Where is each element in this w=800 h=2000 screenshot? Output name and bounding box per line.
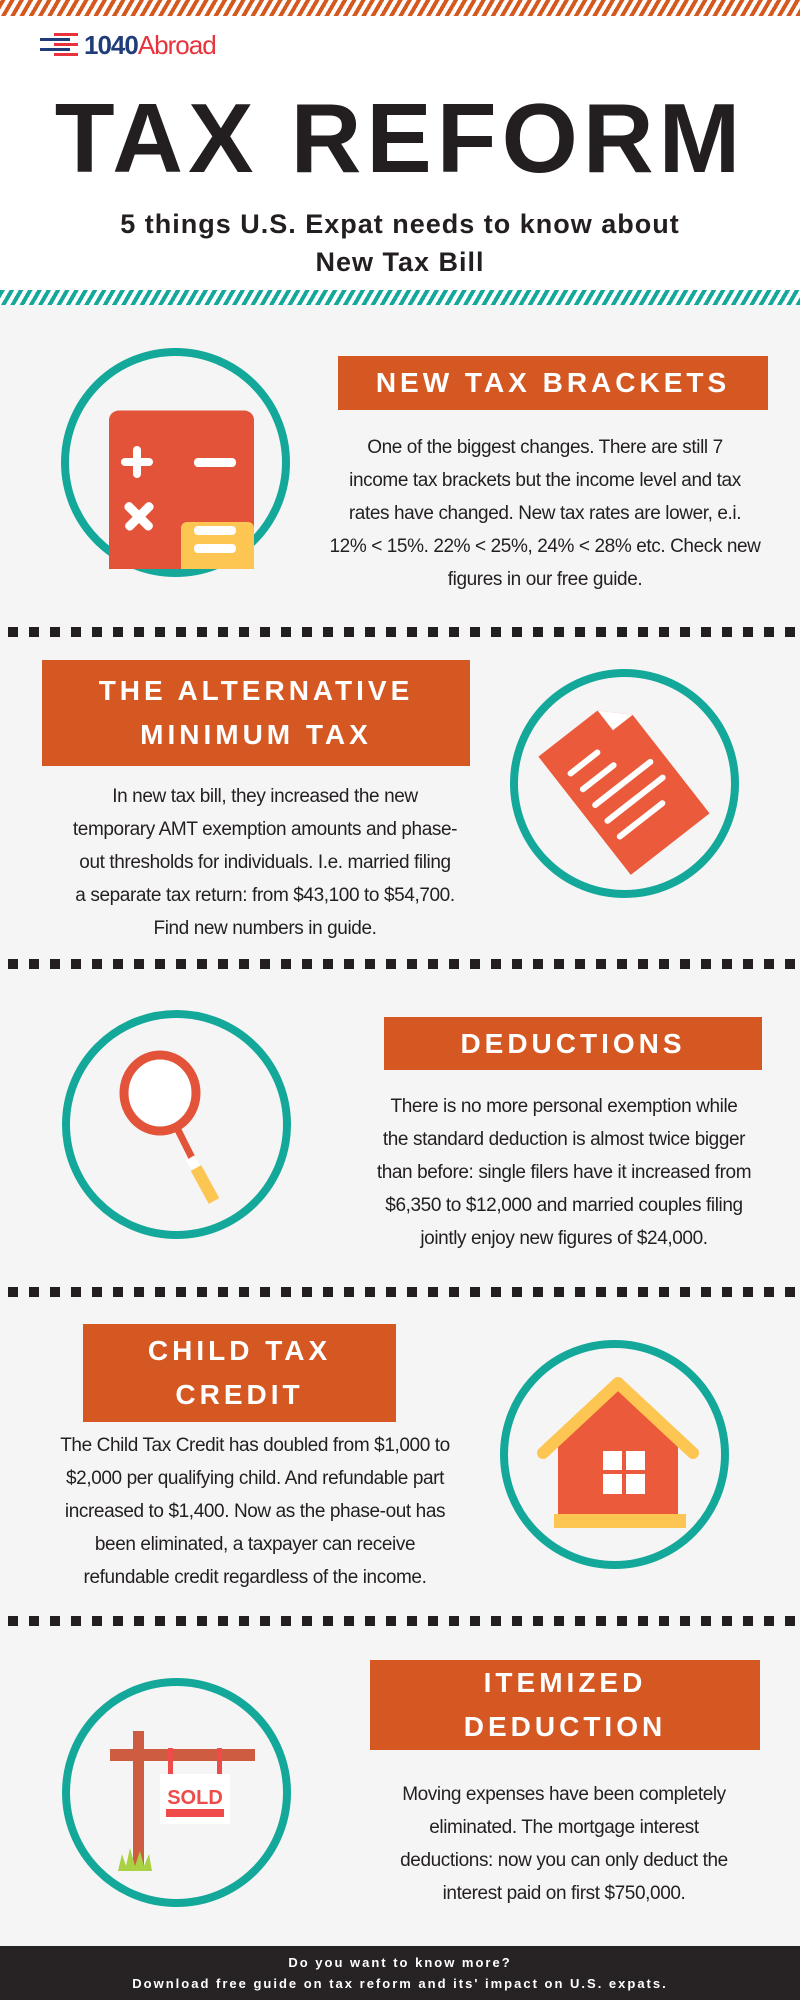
text-line: a separate tax return: from $43,100 to $54,700. [75, 885, 455, 906]
text-line: $6,350 to $12,000 and married couples filing [385, 1195, 743, 1216]
dotted-divider [8, 959, 798, 969]
magnifier-circle [62, 1010, 291, 1239]
text-line: eliminated. The mortgage interest [429, 1817, 699, 1838]
text-line: income tax brackets but the income level and tax [349, 470, 741, 491]
text-line: Moving expenses have been completely [402, 1784, 726, 1805]
teal-stripe-divider [0, 290, 800, 305]
text-line: jointly enjoy new figures of $24,000. [420, 1228, 708, 1249]
text-line: than before: single filers have it increased from [376, 1162, 752, 1183]
logo-number: 1040 [84, 29, 138, 60]
section-text-child-tax-credit [20, 1429, 490, 1594]
heading-line: CHILD TAX [147, 1335, 332, 1366]
text-line: figures in our free guide. [447, 569, 643, 590]
sold-sign-icon [70, 1686, 283, 1899]
text-line: 12% < 15%. 22% < 25%, 24% < 28% etc. Check new [329, 536, 761, 557]
dotted-divider [8, 1287, 798, 1297]
text-line: In new tax bill, they increased the new [112, 786, 418, 807]
text-line: Find new numbers in guide. [153, 918, 377, 939]
dotted-divider [8, 1616, 798, 1626]
section-heading-new-tax-brackets [338, 356, 768, 410]
text-line: interest paid on first $750,000. [442, 1883, 686, 1904]
text-line: increased to $1,400. Now as the phase-out has [64, 1501, 446, 1522]
text-line: the standard deduction is almost twice bigger [382, 1129, 746, 1150]
text-line: been eliminated, a taxpayer can receive [94, 1534, 416, 1555]
footer-download-link[interactable]: Download free guide on tax reform and its' impact on U.S. expats. [132, 1976, 668, 1991]
heading-line: NEW TAX BRACKETS [375, 367, 731, 398]
magnifier-icon [70, 1018, 283, 1231]
text-line: There is no more personal exemption while [390, 1096, 738, 1117]
top-stripe-divider [0, 0, 800, 16]
sold-sign-circle [62, 1678, 291, 1907]
heading-line: DEDUCTION [463, 1711, 667, 1742]
calculator-circle [61, 348, 290, 577]
logo[interactable] [40, 31, 216, 59]
calculator-icon [69, 356, 282, 569]
logo-word: Abroad [137, 29, 216, 60]
document-circle [510, 669, 739, 898]
heading-line: MINIMUM TAX [140, 719, 372, 750]
heading-line: ITEMIZED [483, 1667, 647, 1698]
section-text-alternative-minimum-tax [30, 780, 500, 945]
section-text-itemized-deduction [330, 1778, 798, 1910]
text-line: out thresholds for individuals. I.e. married filing [79, 852, 451, 873]
text-line: refundable credit regardless of the income. [83, 1567, 427, 1588]
house-icon [508, 1348, 721, 1561]
flag-stripes-icon [40, 32, 80, 58]
document-icon [518, 677, 731, 890]
subtitle-line: New Tax Bill [315, 247, 485, 277]
subtitle-line: 5 things U.S. Expat needs to know about [120, 209, 680, 239]
page-title: TAX REFORM [54, 83, 746, 193]
heading-line: CREDIT [175, 1379, 304, 1410]
footer-cta[interactable] [0, 1946, 800, 2000]
section-heading-deductions [384, 1017, 762, 1070]
section-text-deductions [330, 1090, 798, 1255]
section-heading-child-tax-credit [83, 1324, 396, 1422]
section-text-new-tax-brackets [310, 431, 780, 596]
text-line: $2,000 per qualifying child. And refundable part [66, 1468, 444, 1489]
footer-question: Do you want to know more? [288, 1955, 512, 1970]
sold-sign-text: SOLD [167, 1787, 223, 1809]
page-subtitle [60, 205, 740, 281]
section-heading-itemized-deduction [370, 1660, 760, 1750]
heading-line: DEDUCTIONS [460, 1027, 686, 1059]
text-line: One of the biggest changes. There are still 7 [367, 437, 723, 458]
text-line: The Child Tax Credit has doubled from $1,000 to [60, 1435, 450, 1456]
text-line: temporary AMT exemption amounts and phase- [72, 819, 458, 840]
house-circle [500, 1340, 729, 1569]
text-line: rates have changed. New tax rates are lower, e.i. [348, 503, 742, 524]
text-line: deductions: now you can only deduct the [400, 1850, 728, 1871]
dotted-divider [8, 627, 798, 637]
heading-line: THE ALTERNATIVE [98, 675, 414, 706]
section-heading-alternative-minimum-tax [42, 660, 470, 766]
